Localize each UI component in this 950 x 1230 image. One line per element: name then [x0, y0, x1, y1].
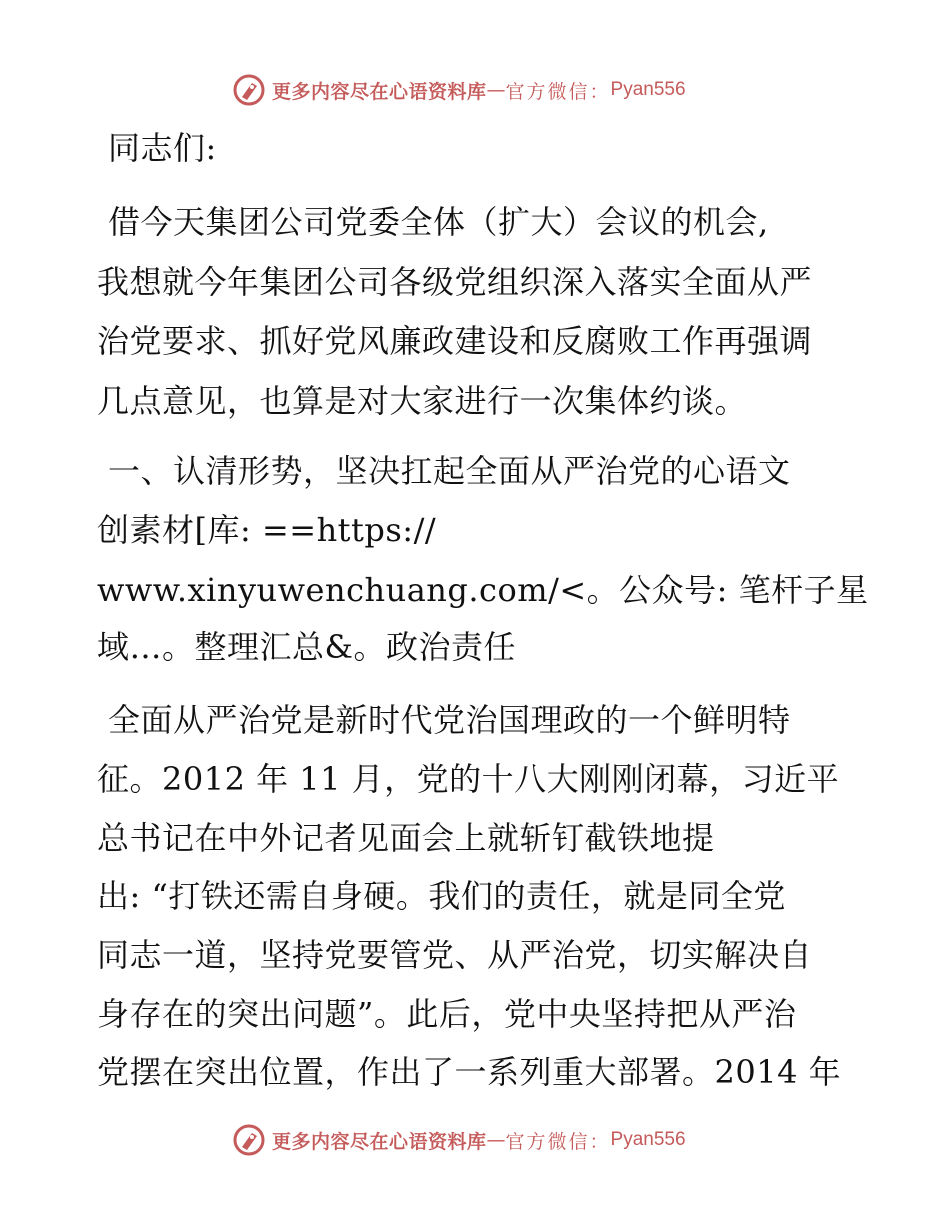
section-heading-line: 一、认清形势，坚决扛起全面从严治党的心语文	[108, 452, 791, 490]
paragraph-line: 几点意见，也算是对大家进行一次集体约谈。	[97, 382, 748, 420]
banner-separator: —	[486, 1129, 506, 1151]
paragraph-line: 党摆在突出位置，作出了一系列重大部署。2014 年	[97, 1053, 842, 1091]
footer-watermark-banner	[232, 1120, 686, 1160]
paragraph-line: 出: “打铁还需自身硬。我们的责任，就是同全党	[97, 877, 786, 915]
banner-wechat-id: Pyan556	[610, 79, 686, 100]
banner-brand-text: 更多内容尽在心语资料库	[272, 1130, 487, 1153]
section-heading-line: 创素材[库: ==https://	[97, 511, 437, 549]
banner-wechat-id: Pyan556	[610, 1129, 686, 1150]
section-heading-line: www.xinyuwenchuang.com/<。公众号: 笔杆子星	[97, 571, 869, 609]
banner-separator: —	[486, 79, 506, 101]
paragraph-line: 总书记在中外记者见面会上就斩钉截铁地提	[97, 819, 715, 857]
paragraph-line: 身存在的突出问题”。此后，党中央坚持把从严治	[97, 995, 797, 1033]
paragraph-line: 我想就今年集团公司各级党组织深入落实全面从严	[97, 263, 813, 301]
paragraph-line: 同志一道，坚持党要管党、从严治党，切实解决自	[97, 936, 813, 974]
paragraph-line: 借今天集团公司党委全体（扩大）会议的机会,	[108, 203, 769, 241]
banner-brand-text: 更多内容尽在心语资料库	[272, 80, 487, 103]
banner-wechat-label: 官方微信：	[505, 80, 611, 103]
paragraph-line: 征。2012 年 11 月，党的十八大刚刚闭幕，习近平	[97, 760, 840, 798]
salutation-line: 同志们:	[108, 129, 217, 167]
banner-wechat-label: 官方微信：	[505, 1130, 611, 1153]
section-heading-line: 域…。整理汇总&。政治责任	[97, 628, 516, 666]
paragraph-line: 全面从严治党是新时代党治国理政的一个鲜明特	[108, 701, 791, 739]
paragraph-line: 治党要求、抓好党风廉政建设和反腐败工作再强调	[97, 322, 813, 360]
pen-nib-logo-icon	[232, 1123, 266, 1157]
